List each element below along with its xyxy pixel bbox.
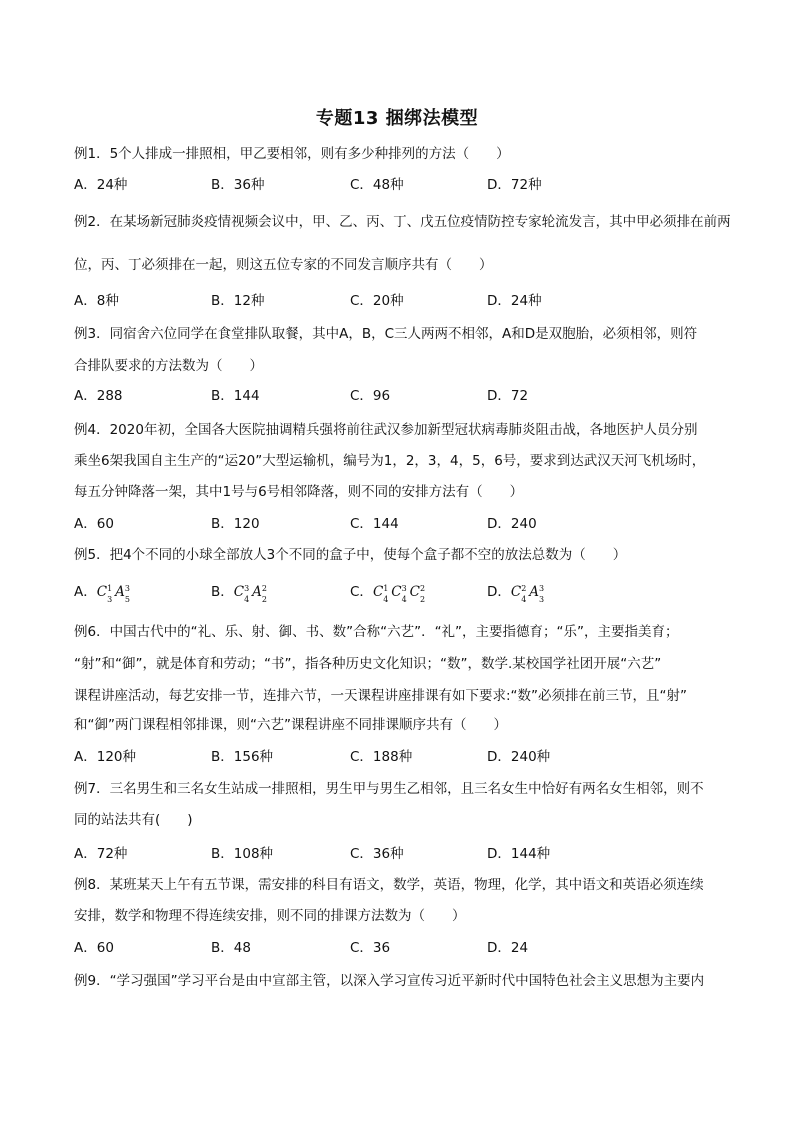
page-title: 专题13 捆绑法模型 — [315, 108, 479, 129]
option-c — [350, 583, 428, 604]
option-b: B．156种 — [211, 749, 274, 765]
option-c: C．36 — [350, 940, 391, 956]
option-b-label: B． — [211, 584, 234, 600]
option-a-label: A． — [74, 584, 97, 600]
option-d: D．24 — [487, 940, 529, 956]
question-8-line-1: 例8．某班某天上午有五节课，需安排的科目有语文，数学，英语，物理，化学，其中语文和英语必须连续 — [74, 877, 704, 893]
option-a: A．120种 — [74, 749, 137, 765]
question-2-line-1: 例2．在某场新冠肺炎疫情视频会议中，甲、乙、丙、丁、戊五位疫情防控专家轮流发言，其中甲必须排在前两 — [74, 214, 731, 230]
question-2-line-2: 位，丙、丁必须排在一起，则这五位专家的不同发言顺序共有（ ） — [74, 257, 493, 273]
question-2-options — [74, 292, 734, 310]
question-6-line-2: “射”和“御”，就是体育和劳动；“书”，指各种历史文化知识；“数”，数学.某校国学社团开展“六艺” — [74, 656, 662, 672]
question-6-line-3: 课程讲座活动，每艺安排一节，连排六节，一天课程讲座排课有如下要求:“数”必须排在前三节，且“射” — [74, 688, 688, 704]
option-a: A．72种 — [74, 846, 128, 862]
option-a: A．288 — [74, 388, 123, 404]
question-4-line-2: 乘坐6架我国自主生产的“运20”大型运输机，编号为1，2，3，4，5，6号，要求到达武汉天河飞机场时， — [74, 453, 706, 469]
option-b — [211, 583, 270, 604]
question-4-line-3: 每五分钟降落一架，其中1号与6号相邻降落，则不同的安排方法有（ ） — [74, 484, 524, 500]
option-d: D．24种 — [487, 293, 542, 309]
question-6-line-1: 例6．中国古代中的“礼、乐、射、御、书、数”合称“六艺”．“礼”，主要指德育；“乐”，主要指美育； — [74, 624, 679, 640]
option-a: A．24种 — [74, 177, 128, 193]
option-b: B．36种 — [211, 177, 265, 193]
question-7-line-2: 同的站法共有( ) — [74, 812, 193, 828]
option-d: D．144种 — [487, 846, 551, 862]
option-d: D．240 — [487, 516, 537, 532]
option-b: B．12种 — [211, 293, 265, 309]
option-b: B．120 — [211, 516, 260, 532]
question-5-options — [74, 583, 734, 604]
question-8-line-2: 安排，数学和物理不得连续安排，则不同的排课方法数为（ ） — [74, 908, 466, 924]
option-c: C．36种 — [350, 846, 404, 862]
question-1-options — [74, 176, 734, 194]
option-d-formula: C 2 4 A 3 3 — [510, 583, 545, 604]
option-b: B．144 — [211, 388, 260, 404]
question-6-line-4: 和“御”两门课程相邻排课，则“六艺”课程讲座不同排课顺序共有（ ） — [74, 717, 507, 733]
option-d: D．240种 — [487, 749, 551, 765]
option-c-label: C． — [350, 584, 373, 600]
question-7-options — [74, 845, 734, 863]
option-a-formula: C 1 3 A 3 5 — [96, 583, 130, 604]
option-c: C．20种 — [350, 293, 404, 309]
question-1-text: 例1．5个人排成一排照相，甲乙要相邻，则有多少种排列的方法（ ） — [74, 146, 510, 162]
question-4-line-1: 例4．2020年初，全国各大医院抽调精兵强将前往武汉参加新型冠状病毒肺炎阻击战，各地医护人员分别 — [74, 422, 698, 438]
question-3-line-2: 合排队要求的方法数为（ ） — [74, 358, 263, 374]
option-a: A．60 — [74, 940, 114, 956]
option-d: D．72种 — [487, 177, 542, 193]
question-8-options — [74, 939, 734, 957]
option-b: B．108种 — [211, 846, 274, 862]
option-c: C．48种 — [350, 177, 404, 193]
question-5-text: 例5．把4个不同的小球全部放人3个不同的盒子中，使每个盒子都不空的放法总数为（ ） — [74, 547, 627, 563]
question-4-options — [74, 515, 734, 533]
option-c: C．144 — [350, 516, 399, 532]
question-9-line-1: 例9．“学习强国”学习平台是由中宣部主管，以深入学习宣传习近平新时代中国特色社会主义思想为主要内 — [74, 973, 705, 989]
option-c-formula: C 1 4 C 3 4 C 2 2 — [372, 583, 426, 604]
question-7-line-1: 例7．三名男生和三名女生站成一排照相，男生甲与男生乙相邻，且三名女生中恰好有两名女生相邻，则不 — [74, 781, 704, 797]
option-b: B．48 — [211, 940, 251, 956]
option-d — [487, 583, 547, 604]
option-b-formula: C 3 4 A 2 2 — [233, 583, 267, 604]
option-a: A．60 — [74, 516, 114, 532]
option-a — [74, 583, 133, 604]
question-3-line-1: 例3．同宿舍六位同学在食堂排队取餐，其中A，B，C三人两两不相邻，A和D是双胞胎，必须相邻，则符 — [74, 326, 698, 342]
question-6-options — [74, 748, 734, 766]
option-c: C．188种 — [350, 749, 413, 765]
question-3-options — [74, 387, 734, 405]
option-d: D．72 — [487, 388, 529, 404]
option-c: C．96 — [350, 388, 391, 404]
option-a: A．8种 — [74, 293, 119, 309]
option-d-label: D． — [487, 584, 511, 600]
